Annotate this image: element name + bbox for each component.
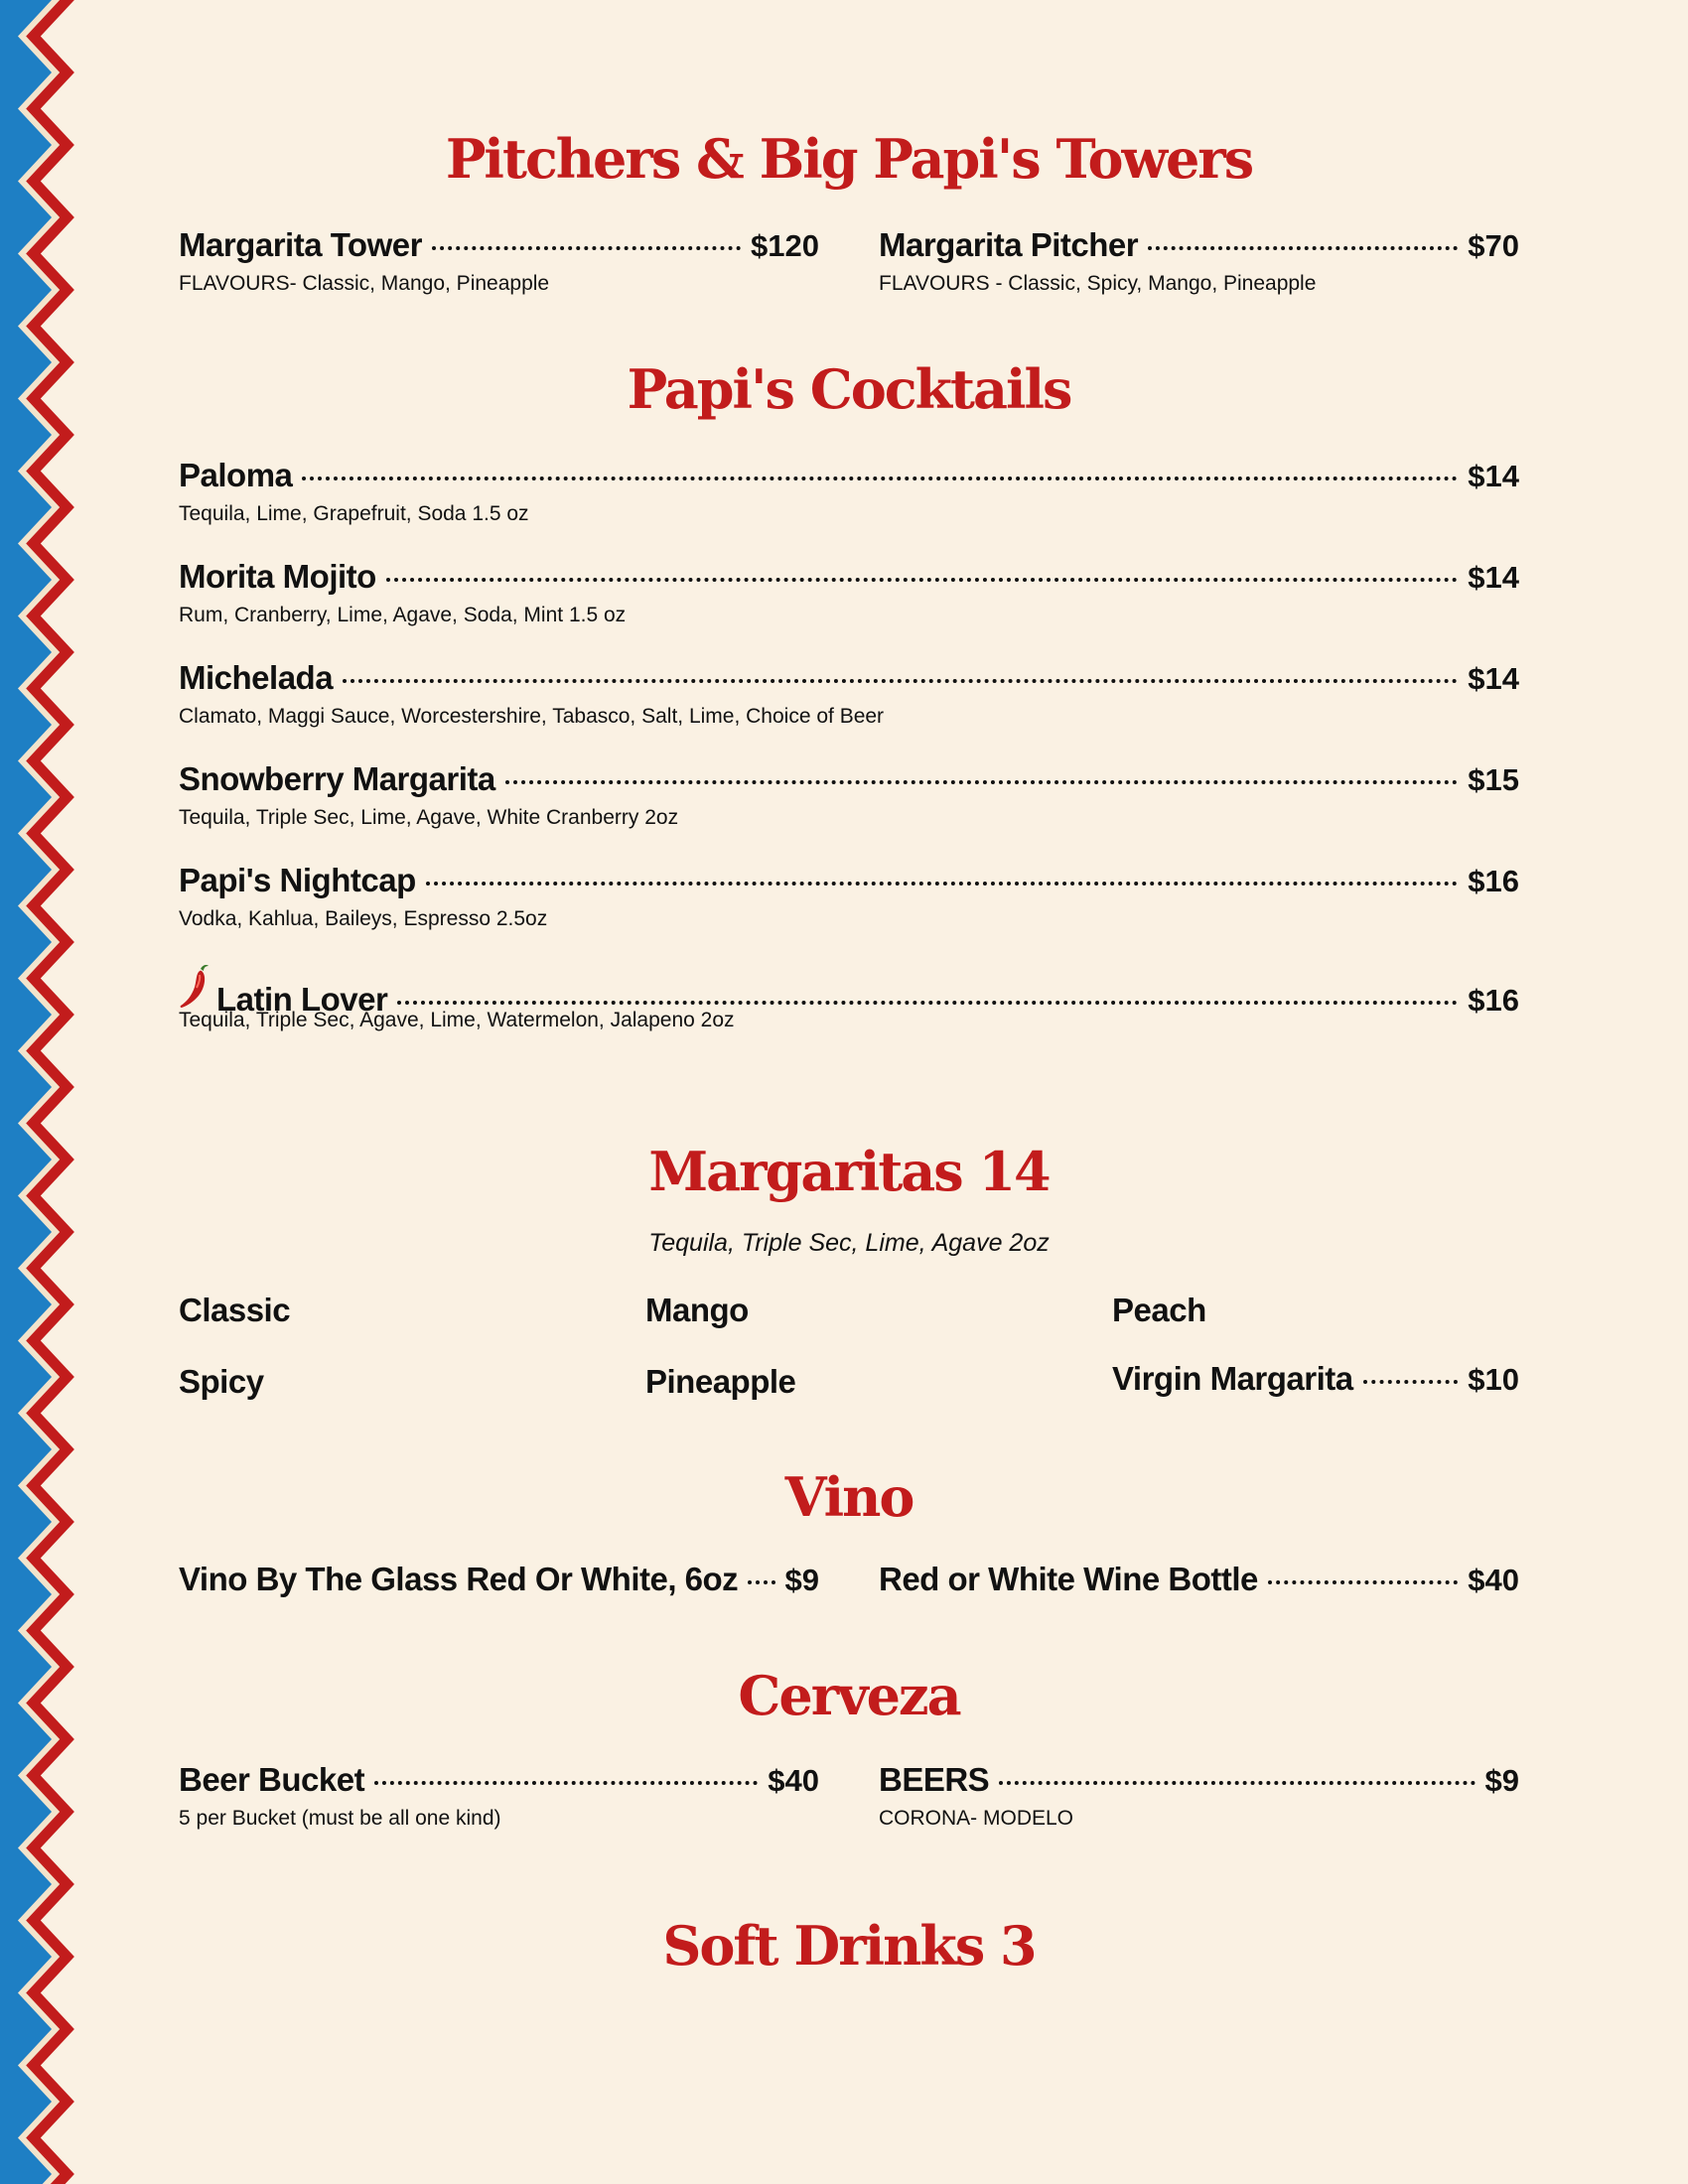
menu-item-michelada xyxy=(179,659,1519,731)
item-name: Vino By The Glass Red Or White, 6oz xyxy=(179,1561,739,1597)
dot-leader xyxy=(426,882,1459,886)
margarita-flavour-mango: Mango xyxy=(645,1292,749,1328)
item-price: $9 xyxy=(1484,1763,1519,1798)
item-name: Michelada xyxy=(179,659,334,696)
item-description: FLAVOURS - Classic, Spicy, Mango, Pineapple xyxy=(879,272,1317,295)
item-name: Margarita Tower xyxy=(179,226,422,263)
item-price: $40 xyxy=(768,1763,819,1798)
item-price: $14 xyxy=(1468,459,1519,493)
dot-leader xyxy=(505,780,1459,784)
dot-leader xyxy=(1148,246,1458,250)
item-description: FLAVOURS- Classic, Mango, Pineapple xyxy=(179,272,550,295)
menu-item-wine-bottle xyxy=(879,1561,1519,1604)
dot-leader xyxy=(397,1001,1458,1005)
item-price: $120 xyxy=(751,228,819,263)
section-heading-cocktails: Papi's Cocktails xyxy=(627,357,1071,421)
item-description: Rum, Cranberry, Lime, Agave, Soda, Mint 1.5 oz xyxy=(179,604,627,626)
menu-item-snowberry-margarita xyxy=(179,760,1519,832)
dot-leader xyxy=(386,578,1458,582)
item-name: Latin Lover xyxy=(216,981,388,1018)
menu-item-beers xyxy=(879,1761,1519,1833)
item-price: $10 xyxy=(1468,1362,1519,1397)
item-name: Paloma xyxy=(179,457,293,493)
dot-leader xyxy=(999,1781,1475,1785)
item-price: $14 xyxy=(1468,560,1519,595)
menu-item-papis-nightcap xyxy=(179,862,1519,933)
item-name: Beer Bucket xyxy=(179,1761,365,1798)
menu-item-paloma xyxy=(179,457,1519,528)
item-name: Red or White Wine Bottle xyxy=(879,1561,1258,1597)
item-price: $15 xyxy=(1468,762,1519,797)
item-description: Tequila, Triple Sec, Lime, Agave, White Cranberry 2oz xyxy=(179,806,679,829)
chili-pepper-icon xyxy=(179,963,212,1011)
item-price: $40 xyxy=(1468,1563,1519,1597)
margarita-flavour-spicy: Spicy xyxy=(179,1363,264,1400)
dot-leader xyxy=(1363,1380,1459,1384)
dot-leader xyxy=(343,679,1458,683)
dot-leader xyxy=(1268,1580,1458,1584)
margarita-flavour-pineapple: Pineapple xyxy=(645,1363,796,1400)
item-name: Morita Mojito xyxy=(179,558,376,595)
item-price: $16 xyxy=(1468,983,1519,1018)
item-name: Papi's Nightcap xyxy=(179,862,416,898)
item-description: Tequila, Triple Sec, Agave, Lime, Watermelon, Jalapeno 2oz xyxy=(179,1009,735,1031)
dot-leader xyxy=(748,1580,774,1584)
menu-item-virgin-margarita xyxy=(1112,1360,1519,1404)
menu-item-vino-glass xyxy=(179,1561,819,1604)
item-name: BEERS xyxy=(879,1761,990,1798)
item-name: Virgin Margarita xyxy=(1112,1360,1353,1397)
item-name: Snowberry Margarita xyxy=(179,760,495,797)
margarita-flavour-classic: Classic xyxy=(179,1292,291,1328)
dot-leader xyxy=(374,1781,758,1785)
margaritas-subtitle: Tequila, Triple Sec, Lime, Agave 2oz xyxy=(648,1229,1050,1257)
menu-item-morita-mojito xyxy=(179,558,1519,629)
section-heading-soft-drinks: Soft Drinks 3 xyxy=(662,1914,1036,1978)
item-price: $16 xyxy=(1468,864,1519,898)
section-heading-towers: Pitchers & Big Papi's Towers xyxy=(445,127,1253,191)
item-description: CORONA- MODELO xyxy=(879,1807,1074,1830)
section-heading-margaritas: Margaritas 14 xyxy=(648,1140,1050,1203)
dot-leader xyxy=(302,477,1458,480)
item-description: Vodka, Kahlua, Baileys, Espresso 2.5oz xyxy=(179,907,548,930)
menu-item-margarita-pitcher xyxy=(879,226,1519,298)
menu-item-latin-lover xyxy=(179,963,1519,1034)
item-name: Margarita Pitcher xyxy=(879,226,1139,263)
item-price: $9 xyxy=(784,1563,819,1597)
dot-leader xyxy=(432,246,741,250)
menu-item-beer-bucket xyxy=(179,1761,819,1833)
item-description: Clamato, Maggi Sauce, Worcestershire, Tabasco, Salt, Lime, Choice of Beer xyxy=(179,705,885,728)
menu-item-margarita-tower xyxy=(179,226,819,298)
margarita-flavour-peach: Peach xyxy=(1112,1292,1206,1328)
item-description: Tequila, Lime, Grapefruit, Soda 1.5 oz xyxy=(179,502,529,525)
section-heading-cerveza: Cerveza xyxy=(738,1664,960,1727)
section-heading-vino: Vino xyxy=(784,1465,914,1529)
zigzag-border-decoration xyxy=(0,0,109,2184)
item-description: 5 per Bucket (must be all one kind) xyxy=(179,1807,501,1830)
item-price: $14 xyxy=(1468,661,1519,696)
item-price: $70 xyxy=(1468,228,1519,263)
